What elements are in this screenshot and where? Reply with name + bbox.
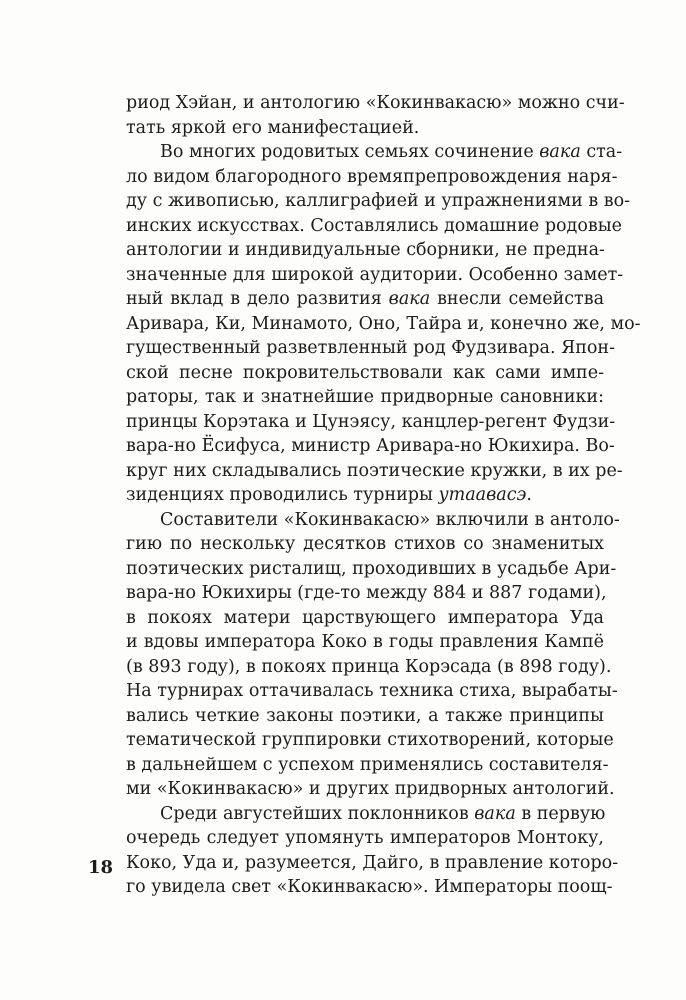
text-line: гию по нескольку десятков стихов со знаменитых [126,534,604,554]
text-line: и вдовы императора Коко в годы правления Кампё [126,632,604,652]
text-line: круг них складывались поэтические кружки, в их ре- [126,460,623,481]
text-line: очередь следует упомянуть императоров Монтоку, [126,828,604,848]
text-line: ло видом благородного времяпрепровождения наря- [126,166,618,187]
text-line: тать яркой его манифестацией. [126,117,420,138]
text-line: раторы, так и знатнейшие придворные сановники: [126,387,604,407]
text-line: Аривара, Ки, Минамото, Оно, Тайра и, конечно же, мо- [126,313,641,334]
body-text [126,91,641,900]
text-line: ми «Кокинвакасю» и других придворных антологий. [126,779,615,799]
text-line: значенные для широкой аудитории. Особенно замет- [126,264,624,285]
text-line: вара-но Ёсифуса, министр Аривара-но Юкихира. Во- [126,436,615,456]
text-line: ду с живописью, каллиграфией и упражнениями в во- [126,191,631,211]
text-line: ный вклад в дело развития вака внесли семейства [126,289,605,309]
text-line: вались четкие законы поэтики, а также принципы [126,705,604,726]
text-line: тематической группировки стихотворений, которые [126,730,614,750]
text-line: Коко, Уда и, разумеется, Дайго, в правление которо- [126,852,619,873]
text-line: антологии и индивидуальные сборники, не предна- [126,240,605,260]
text-line: ской песне покровительствовали как сами импе- [126,362,604,383]
text-line: в дальнейшем с успехом применялись составителя- [126,754,609,775]
page-number: 18 [88,857,114,878]
text-line: Во многих родовитых семьях сочинение вака ста- [160,142,623,162]
text-line: в покоях матери царствующего императора Уда [126,607,604,628]
text-line: Составители «Кокинвакасю» включили в антоло- [160,509,620,530]
text-line: зиденциях проводились турниры утаавасэ. [126,485,532,505]
text-line: го увидела свет «Кокинвакасю». Императоры поощ- [126,877,613,897]
text-line: поэтических ристалищ, проходивших в усадьбе Ари- [126,558,617,579]
text-line: На турнирах оттачивалась техника стиха, вырабаты- [126,681,618,701]
text-line: риод Хэйан, и антологию «Кокинвакасю» можно счи- [126,93,625,113]
text-line: Среди августейших поклонников вака в первую [160,803,606,824]
text-line: гущественный разветвленный род Фудзивара. Япон- [126,338,615,358]
text-line: инских искусствах. Составлялись домашние родовые [126,215,623,236]
text-line: (в 893 году), в покоях принца Корэсада (в 898 году). [126,656,612,677]
text-line: принцы Корэтака и Цунэясу, канцлер-регент Фудзи- [126,411,616,432]
text-line: вара-но Юкихиры (где-то между 884 и 887 годами), [126,583,607,603]
